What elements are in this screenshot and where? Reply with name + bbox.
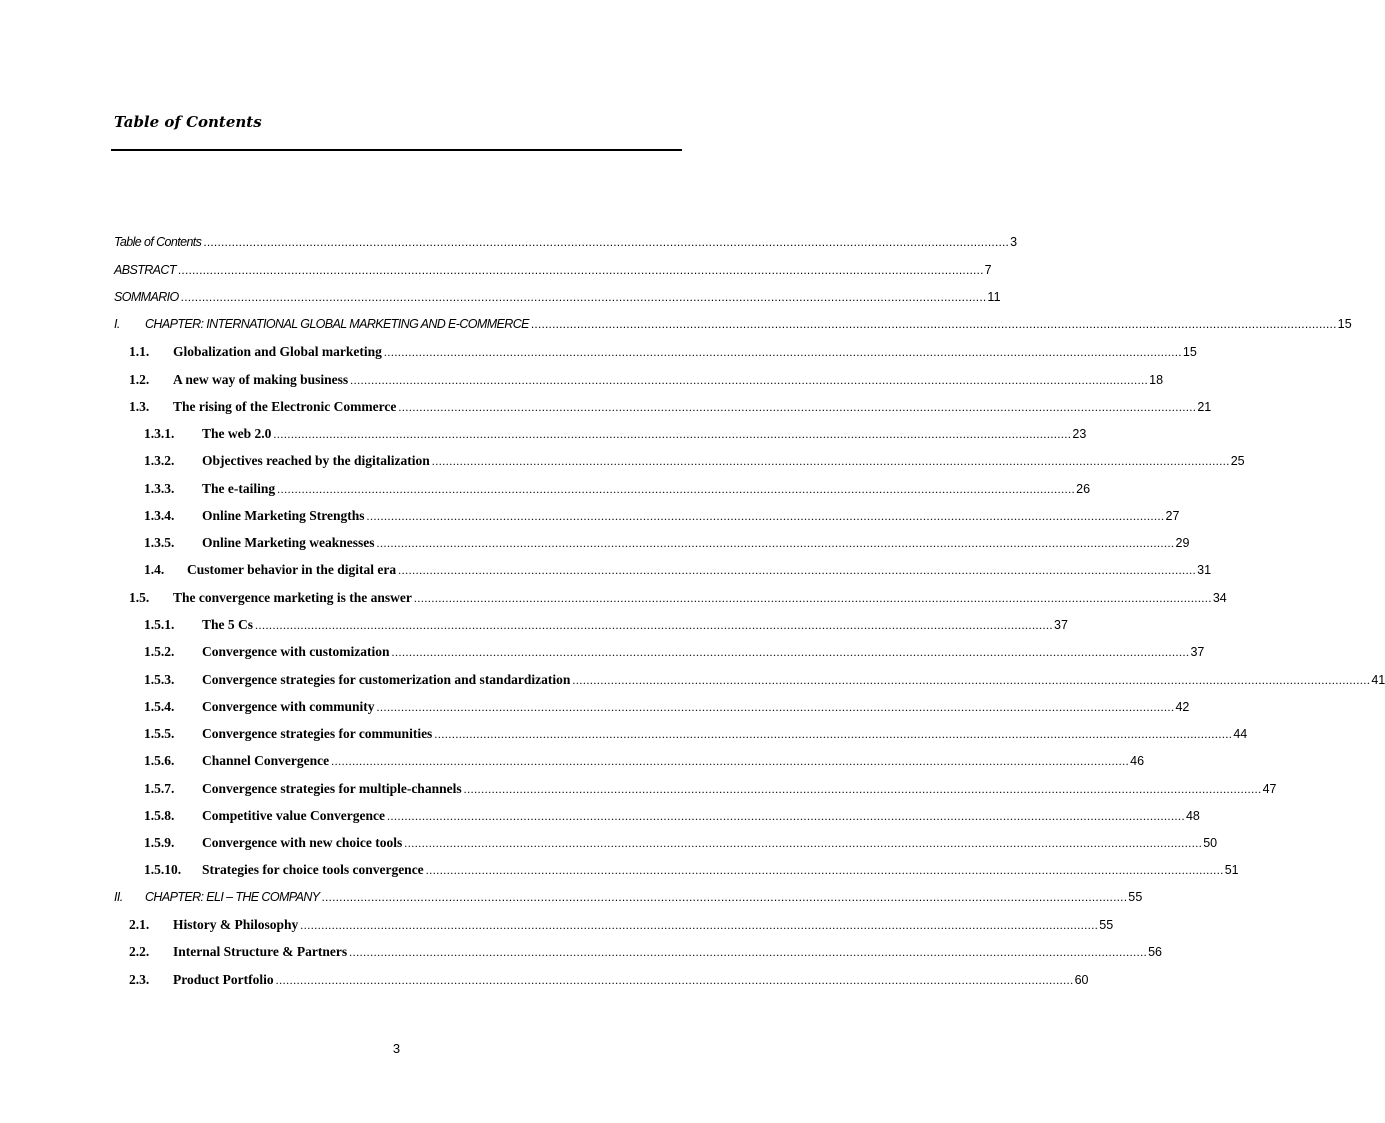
toc-entry-title: SOMMARIO: [114, 290, 179, 304]
toc-entry-1-5-4[interactable]: [144, 699, 1190, 717]
dot-leader: [203, 235, 1009, 249]
toc-entry-table-of-contents[interactable]: [114, 235, 1018, 253]
dot-leader: [349, 945, 1147, 960]
toc-entry-page: 34: [1212, 591, 1227, 605]
toc-entry-number: 1.5.5.: [144, 726, 175, 741]
toc-entry-number: 1.3.5.: [144, 535, 175, 550]
toc-entry-page: 23: [1072, 427, 1087, 441]
toc-entry-1-5-7[interactable]: [144, 781, 1277, 799]
toc-entry-1-3-4[interactable]: [144, 508, 1180, 526]
dot-leader: [404, 836, 1202, 851]
toc-entry-number: 1.2.: [129, 372, 150, 387]
toc-entry-1-5[interactable]: [129, 590, 1227, 608]
toc-entry-page: 31: [1197, 563, 1212, 577]
dot-leader: [434, 727, 1232, 742]
toc-entry-number: 1.5.: [129, 590, 150, 605]
toc-entry-2-3[interactable]: [129, 972, 1089, 990]
toc-entry-1-5-10[interactable]: [144, 862, 1239, 880]
toc-entry-title: Online Marketing Strengths: [202, 508, 365, 523]
dot-leader: [377, 536, 1175, 551]
toc-entry-page: 55: [1099, 918, 1114, 932]
toc-entry-1-3-1[interactable]: [144, 426, 1087, 444]
page-number: 3: [392, 1041, 401, 1056]
toc-entry-1-5-2[interactable]: [144, 644, 1205, 662]
toc-entry-number: 1.5.4.: [144, 699, 175, 714]
toc-entry-title: Strategies for choice tools convergence: [202, 862, 424, 877]
toc-entry-title: Table of Contents: [114, 235, 202, 249]
dot-leader: [181, 290, 987, 304]
toc-entry-title: The 5 Cs: [202, 617, 254, 632]
toc-entry-title: Objectives reached by the digitalization: [202, 453, 430, 468]
toc-entry-1-3-3[interactable]: [144, 481, 1091, 499]
toc-entry-number: 2.2.: [129, 944, 150, 959]
toc-entry-title: Competitive value Convergence: [202, 808, 385, 823]
toc-entry-2-2[interactable]: [129, 944, 1162, 962]
toc-entry-1-5-9[interactable]: [144, 835, 1218, 853]
toc-entry-1-2[interactable]: [129, 372, 1164, 390]
toc-entry-1-3-2[interactable]: [144, 453, 1245, 471]
toc-entry-title: The web 2.0: [202, 426, 272, 441]
toc-entry-title: History & Philosophy: [173, 917, 299, 932]
toc-entry-title: Globalization and Global marketing: [173, 344, 382, 359]
toc-entry-number: 1.5.7.: [144, 781, 175, 796]
dot-leader: [273, 427, 1071, 442]
title-divider: [111, 149, 682, 151]
dot-leader: [300, 918, 1098, 933]
toc-entry-page: 51: [1224, 863, 1239, 877]
toc-entry-number: 1.5.10.: [144, 862, 182, 877]
dot-leader: [178, 263, 984, 277]
toc-entry-title: ABSTRACT: [114, 263, 176, 277]
toc-entry-title: Convergence with new choice tools: [202, 835, 403, 850]
toc-entry-title: CHAPTER: INTERNATIONAL GLOBAL MARKETING AND E-COMMERCE: [145, 317, 529, 331]
dot-leader: [277, 482, 1075, 497]
dot-leader: [387, 809, 1185, 824]
toc-entry-title: A new way of making business: [173, 372, 349, 387]
toc-entry-page: 55: [1128, 890, 1143, 904]
toc-entry-page: 3: [1010, 235, 1018, 249]
toc-entry-title: Channel Convergence: [202, 753, 330, 768]
toc-entry-title: Convergence strategies for multiple-channels: [202, 781, 462, 796]
dot-leader: [414, 591, 1212, 606]
dot-leader: [398, 563, 1196, 578]
dot-leader: [384, 345, 1182, 360]
toc-entry-page: 25: [1230, 454, 1245, 468]
toc-entry-title: Online Marketing weaknesses: [202, 535, 375, 550]
toc-entry-page: 27: [1165, 509, 1180, 523]
toc-entry-page: 48: [1185, 809, 1200, 823]
dot-leader: [331, 754, 1129, 769]
toc-entry-1-5-6[interactable]: [144, 753, 1145, 771]
toc-entry-title: Convergence with customization: [202, 644, 390, 659]
dot-leader: [464, 782, 1262, 797]
toc-entry-number: 1.5.8.: [144, 808, 175, 823]
toc-entry-1-5-1[interactable]: [144, 617, 1068, 635]
dot-leader: [350, 373, 1148, 388]
toc-entry-number: 1.3.3.: [144, 481, 175, 496]
toc-entry-title: The convergence marketing is the answer: [173, 590, 412, 605]
toc-entry-number: 1.3.2.: [144, 453, 175, 468]
toc-entry-page: 60: [1074, 973, 1089, 987]
toc-entry-page: 44: [1233, 727, 1248, 741]
toc-entry-number: 1.3.: [129, 399, 150, 414]
toc-entry-number: 1.4.: [144, 562, 165, 577]
dot-leader: [531, 317, 1337, 331]
dot-leader: [432, 454, 1230, 469]
toc-entry-page: 18: [1149, 373, 1164, 387]
toc-entry-title: The rising of the Electronic Commerce: [173, 399, 397, 414]
toc-entry-page: 11: [987, 290, 1001, 304]
toc-entry-number: II.: [114, 890, 123, 904]
dot-leader: [255, 618, 1053, 633]
toc-entry-number: 2.1.: [129, 917, 150, 932]
toc-entry-number: 1.5.3.: [144, 672, 175, 687]
toc-entry-1-1[interactable]: [129, 344, 1197, 362]
toc-entry-number: 1.5.9.: [144, 835, 175, 850]
toc-entry-1-3-5[interactable]: [144, 535, 1190, 553]
toc-entry-number: I.: [114, 317, 120, 331]
toc-entry-chapter-2[interactable]: [114, 890, 1143, 908]
toc-entry-page: 47: [1262, 782, 1277, 796]
toc-entry-1-5-3[interactable]: [144, 672, 1385, 690]
toc-entry-page: 50: [1203, 836, 1218, 850]
toc-entry-number: 1.3.4.: [144, 508, 175, 523]
dot-leader: [276, 973, 1074, 988]
toc-entry-title: Product Portfolio: [173, 972, 274, 987]
toc-entry-page: 29: [1175, 536, 1190, 550]
toc-entry-1-4[interactable]: [144, 562, 1212, 580]
toc-entry-1-5-5[interactable]: [144, 726, 1248, 744]
toc-entry-sommario[interactable]: [114, 290, 1001, 308]
page-title: Table of Contents: [114, 113, 262, 131]
dot-leader: [376, 700, 1174, 715]
toc-entry-page: 46: [1130, 754, 1145, 768]
toc-entry-title: Internal Structure & Partners: [173, 944, 348, 959]
toc-entry-page: 37: [1054, 618, 1068, 632]
dot-leader: [321, 890, 1127, 904]
toc-entry-page: 56: [1148, 945, 1162, 959]
toc-entry-page: 21: [1197, 400, 1212, 414]
toc-entry-chapter-1[interactable]: [114, 317, 1352, 335]
toc-entry-number: 1.5.1.: [144, 617, 175, 632]
toc-entry-1-3[interactable]: [129, 399, 1212, 417]
toc-entry-number: 1.1.: [129, 344, 150, 359]
toc-entry-page: 41: [1371, 673, 1385, 687]
toc-entry-number: 1.5.2.: [144, 644, 175, 659]
toc-entry-page: 42: [1175, 700, 1190, 714]
toc-entry-2-1[interactable]: [129, 917, 1114, 935]
toc-entry-page: 37: [1190, 645, 1205, 659]
toc-entry-page: 15: [1182, 345, 1197, 359]
toc-entry-number: 1.5.6.: [144, 753, 175, 768]
toc-entry-abstract[interactable]: [114, 263, 992, 281]
toc-entry-title: CHAPTER: ELI – THE COMPANY: [145, 890, 320, 904]
toc-entry-number: 2.3.: [129, 972, 150, 987]
toc-entry-1-5-8[interactable]: [144, 808, 1200, 826]
dot-leader: [391, 645, 1189, 660]
toc-entry-number: 1.3.1.: [144, 426, 175, 441]
toc-entry-title: Convergence strategies for customerization and standardization: [202, 672, 571, 687]
toc-entry-page: 15: [1337, 317, 1352, 331]
toc-entry-page: 26: [1076, 482, 1091, 496]
toc-entry-title: Convergence with community: [202, 699, 375, 714]
dot-leader: [367, 509, 1165, 524]
toc-entry-page: 7: [984, 263, 992, 277]
dot-leader: [572, 673, 1370, 688]
toc-entry-title: Customer behavior in the digital era: [187, 562, 397, 577]
toc-entry-title: The e-tailing: [202, 481, 276, 496]
toc-entry-title: Convergence strategies for communities: [202, 726, 433, 741]
dot-leader: [426, 863, 1224, 878]
dot-leader: [398, 400, 1196, 415]
